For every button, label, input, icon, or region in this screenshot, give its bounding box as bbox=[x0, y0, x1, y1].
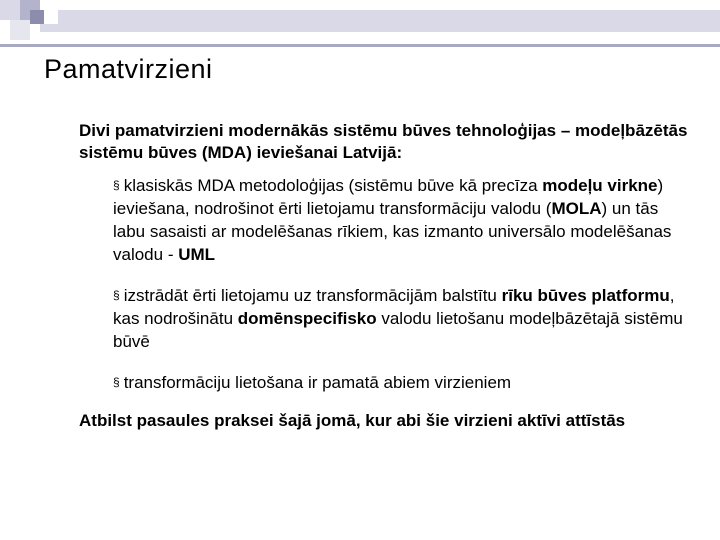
bullet-text: klasiskās MDA metodoloģijas (sistēmu būve kā precīza bbox=[123, 176, 543, 195]
deco-square bbox=[30, 10, 44, 24]
deco-square bbox=[44, 10, 58, 24]
conclusion-paragraph: Atbilst pasaules praksei šajā jomā, kur abi šie virzieni aktīvi attīstās bbox=[79, 411, 626, 430]
bullet-list bbox=[113, 174, 693, 394]
bullet-marker: § bbox=[113, 178, 120, 192]
bullet-text-bold: modeļu virkne bbox=[542, 176, 658, 195]
bullet-marker: § bbox=[113, 288, 120, 302]
bullet-item bbox=[113, 174, 693, 266]
decorative-header-band bbox=[0, 0, 720, 48]
intro-paragraph: Divi pamatvirzieni modernākās sistēmu būves tehnoloģijas – modeļbāzētās sistēmu būves (MDA) ieviešanai Latvijā: bbox=[79, 121, 688, 162]
deco-square bbox=[0, 0, 20, 20]
deco-square bbox=[10, 20, 30, 40]
decorative-line bbox=[0, 44, 720, 47]
decorative-band bbox=[40, 10, 720, 32]
slide-title: Pamatvirzieni bbox=[44, 54, 213, 84]
bullet-text: transformāciju lietošana ir pamatā abiem virzieniem bbox=[123, 373, 512, 392]
bullet-text-bold: rīku būves platformu bbox=[501, 286, 670, 305]
bullet-text: valodu lietošanu modeļbāzētajā sistēmu būvē bbox=[113, 309, 683, 351]
slide-body bbox=[79, 120, 689, 432]
bullet-marker: § bbox=[113, 375, 120, 389]
bullet-text: ) un tās labu sasaisti ar modelēšanas rīkiem, kas izmanto universālo modelēšanas valodu - bbox=[113, 199, 672, 264]
bullet-text: ) ieviešana, nodrošinot ērti lietojamu transformāciju valodu ( bbox=[113, 176, 664, 218]
bullet-item bbox=[113, 284, 693, 353]
bullet-text-bold: domēnspecifisko bbox=[237, 309, 377, 328]
bullet-text: , kas nodrošinātu bbox=[113, 286, 675, 328]
bullet-text: izstrādāt ērti lietojamu uz transformācijām balstītu bbox=[123, 286, 502, 305]
bullet-text-bold: UML bbox=[178, 245, 216, 264]
bullet-text-bold: MOLA bbox=[551, 199, 602, 218]
bullet-item bbox=[113, 371, 693, 394]
